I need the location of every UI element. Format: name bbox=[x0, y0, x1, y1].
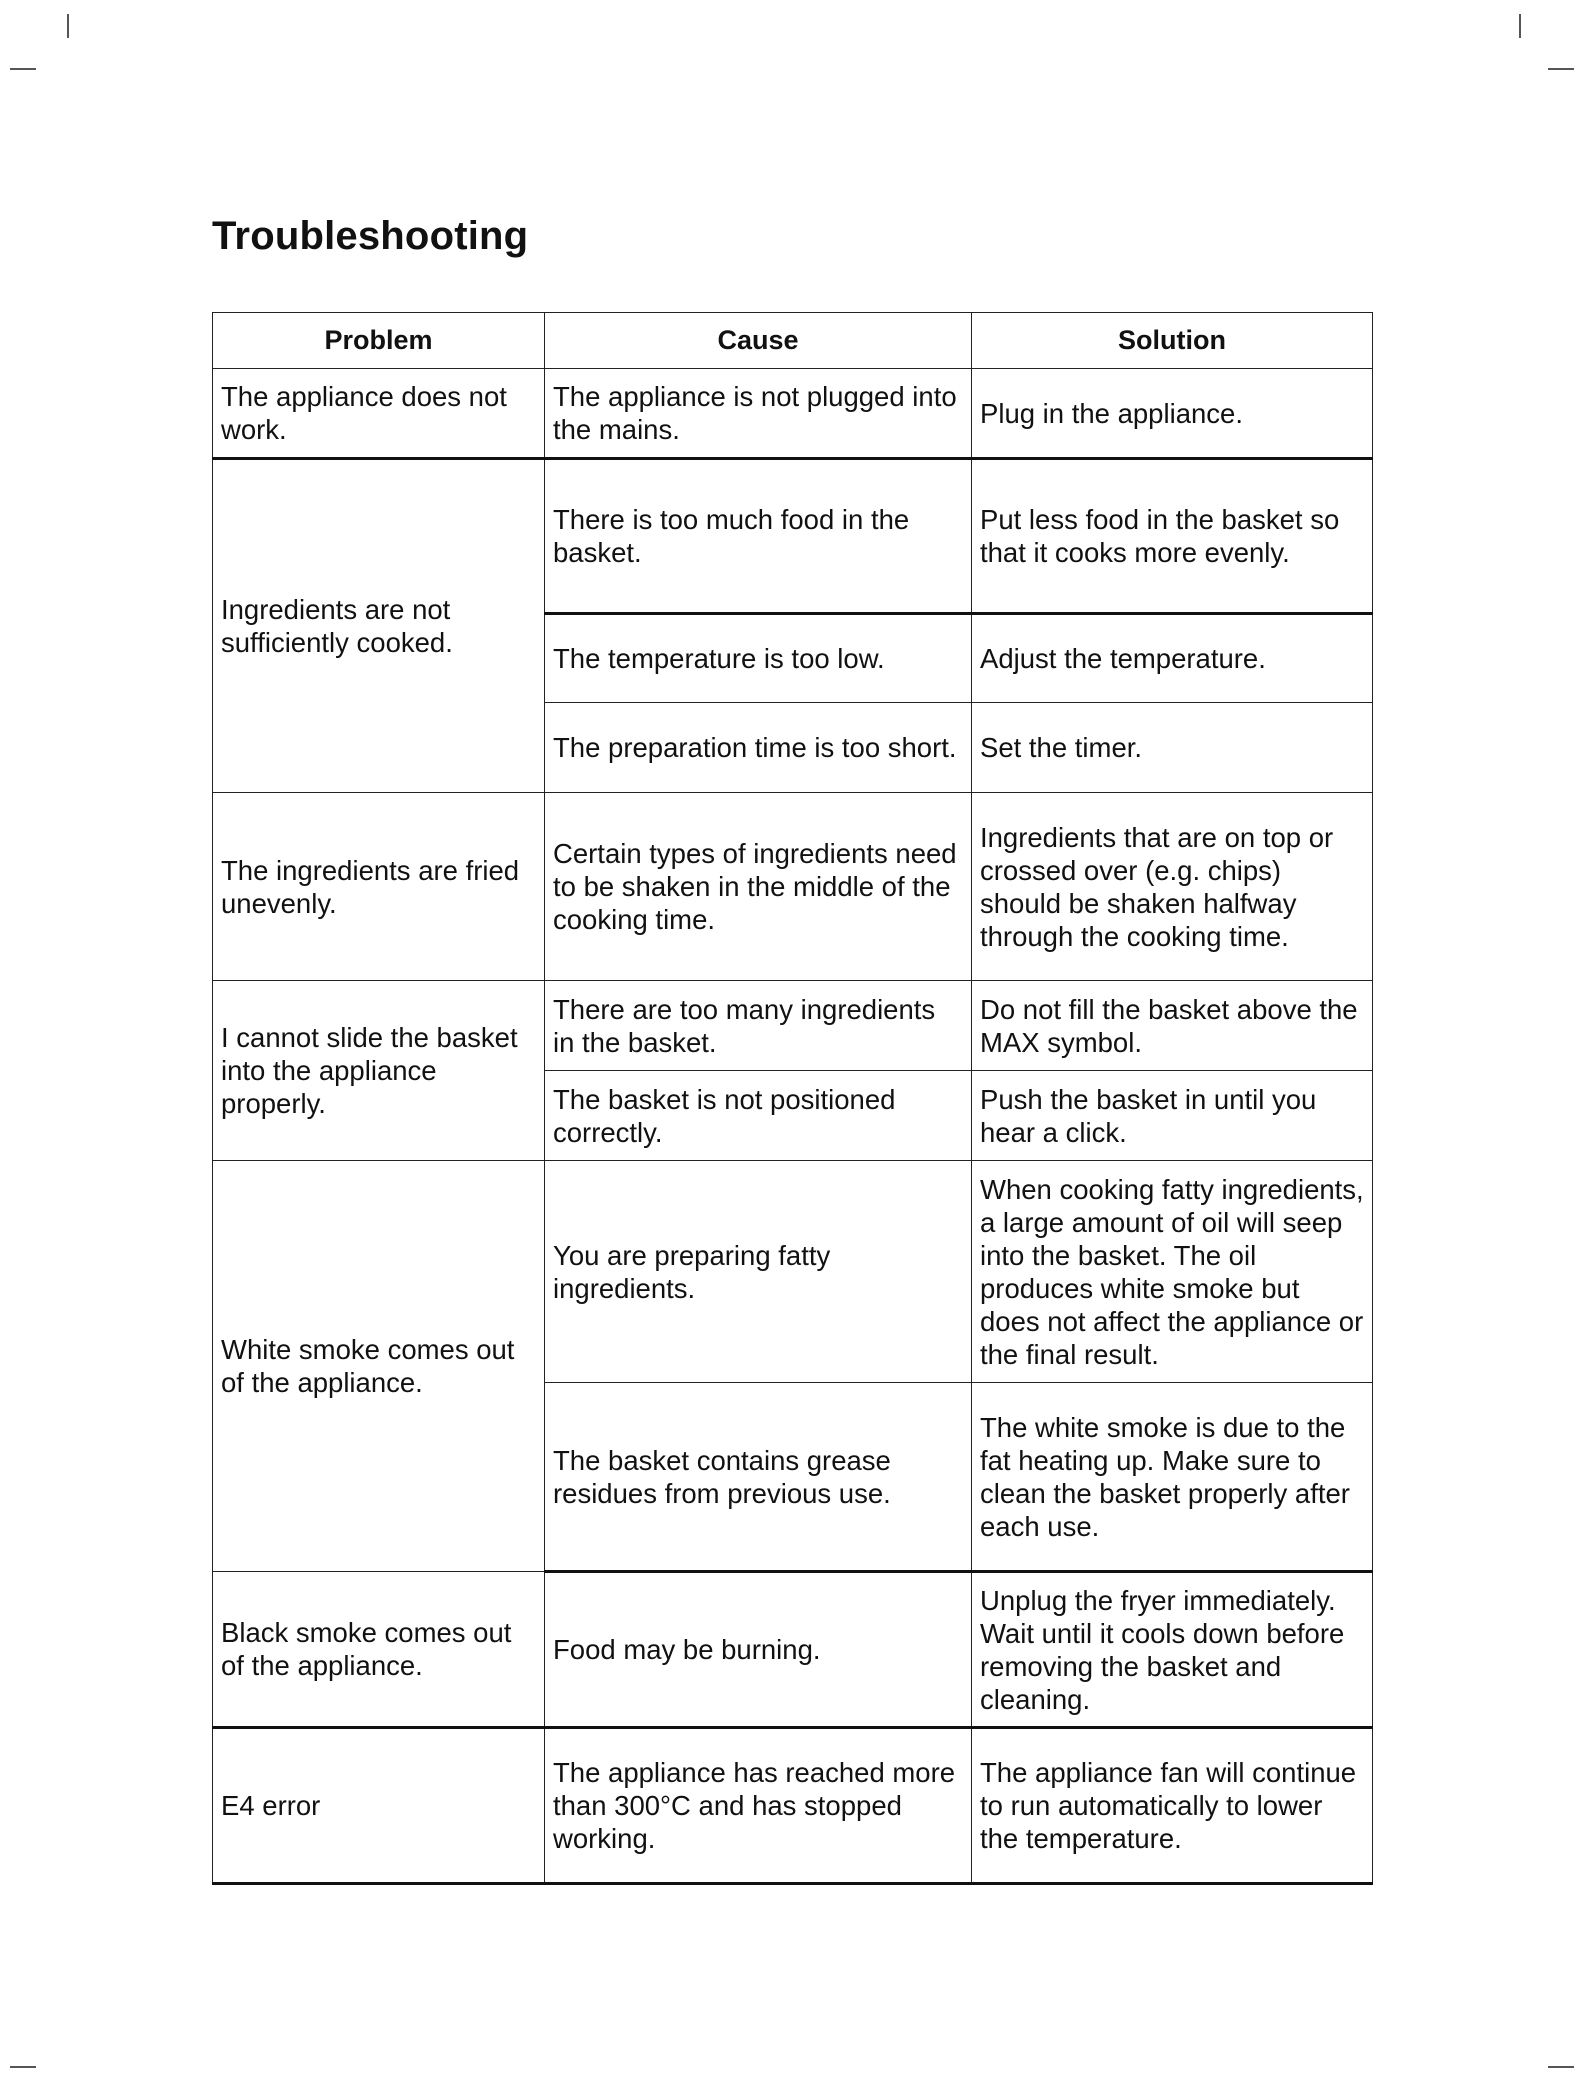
cause-cell: The temperature is too low. bbox=[545, 614, 972, 703]
solution-cell: Set the timer. bbox=[972, 703, 1373, 793]
header-solution: Solution bbox=[972, 313, 1373, 369]
solution-cell: Plug in the appliance. bbox=[972, 369, 1373, 459]
cause-cell: The appliance has reached more than 300°C and has stopped working. bbox=[545, 1728, 972, 1884]
crop-mark-top-right-vertical bbox=[1519, 14, 1521, 38]
cause-cell: Certain types of ingredients need to be shaken in the middle of the cooking time. bbox=[545, 793, 972, 981]
crop-mark-top-right-horizontal bbox=[1548, 68, 1574, 70]
cause-cell: The basket is not positioned correctly. bbox=[545, 1071, 972, 1161]
table-header-row bbox=[213, 313, 1373, 369]
cause-cell: The appliance is not plugged into the mains. bbox=[545, 369, 972, 459]
table-row bbox=[213, 981, 1373, 1071]
table-row bbox=[213, 1728, 1373, 1884]
table-row bbox=[213, 793, 1373, 981]
problem-cell: The ingredients are fried unevenly. bbox=[213, 793, 545, 981]
table-row bbox=[213, 459, 1373, 614]
problem-cell: The appliance does not work. bbox=[213, 369, 545, 459]
cause-cell: The preparation time is too short. bbox=[545, 703, 972, 793]
cause-cell: Food may be burning. bbox=[545, 1572, 972, 1728]
solution-cell: When cooking fatty ingredients, a large amount of oil will seep into the basket. The oil produces white smoke but does not affect the appliance or the final result. bbox=[972, 1161, 1373, 1383]
cause-cell: You are preparing fatty ingredients. bbox=[545, 1161, 972, 1383]
cause-cell: The basket contains grease residues from previous use. bbox=[545, 1383, 972, 1572]
problem-cell: I cannot slide the basket into the appliance properly. bbox=[213, 981, 545, 1161]
cause-cell: There is too much food in the basket. bbox=[545, 459, 972, 614]
problem-cell: Ingredients are not sufficiently cooked. bbox=[213, 459, 545, 793]
solution-cell: Do not fill the basket above the MAX symbol. bbox=[972, 981, 1373, 1071]
crop-mark-bottom-left-horizontal bbox=[10, 2066, 36, 2068]
solution-cell: Ingredients that are on top or crossed over (e.g. chips) should be shaken halfway through the cooking time. bbox=[972, 793, 1373, 981]
table-row bbox=[213, 1572, 1373, 1728]
header-cause: Cause bbox=[545, 313, 972, 369]
problem-cell: White smoke comes out of the appliance. bbox=[213, 1161, 545, 1572]
table-row bbox=[213, 369, 1373, 459]
troubleshooting-table bbox=[212, 312, 1373, 1885]
header-problem: Problem bbox=[213, 313, 545, 369]
solution-cell: Adjust the temperature. bbox=[972, 614, 1373, 703]
problem-cell: Black smoke comes out of the appliance. bbox=[213, 1572, 545, 1728]
crop-mark-top-left-horizontal bbox=[10, 68, 36, 70]
problem-cell: E4 error bbox=[213, 1728, 545, 1884]
solution-cell: Unplug the fryer immediately. Wait until it cools down before removing the basket and cleaning. bbox=[972, 1572, 1373, 1728]
solution-cell: Push the basket in until you hear a click. bbox=[972, 1071, 1373, 1161]
cause-cell: There are too many ingredients in the basket. bbox=[545, 981, 972, 1071]
crop-mark-bottom-right-horizontal bbox=[1548, 2066, 1574, 2068]
solution-cell: The white smoke is due to the fat heating up. Make sure to clean the basket properly after each use. bbox=[972, 1383, 1373, 1572]
crop-mark-top-left-vertical bbox=[67, 14, 69, 38]
page-title: Troubleshooting bbox=[212, 214, 529, 258]
table-row bbox=[213, 1161, 1373, 1383]
solution-cell: The appliance fan will continue to run automatically to lower the temperature. bbox=[972, 1728, 1373, 1884]
solution-cell: Put less food in the basket so that it cooks more evenly. bbox=[972, 459, 1373, 614]
